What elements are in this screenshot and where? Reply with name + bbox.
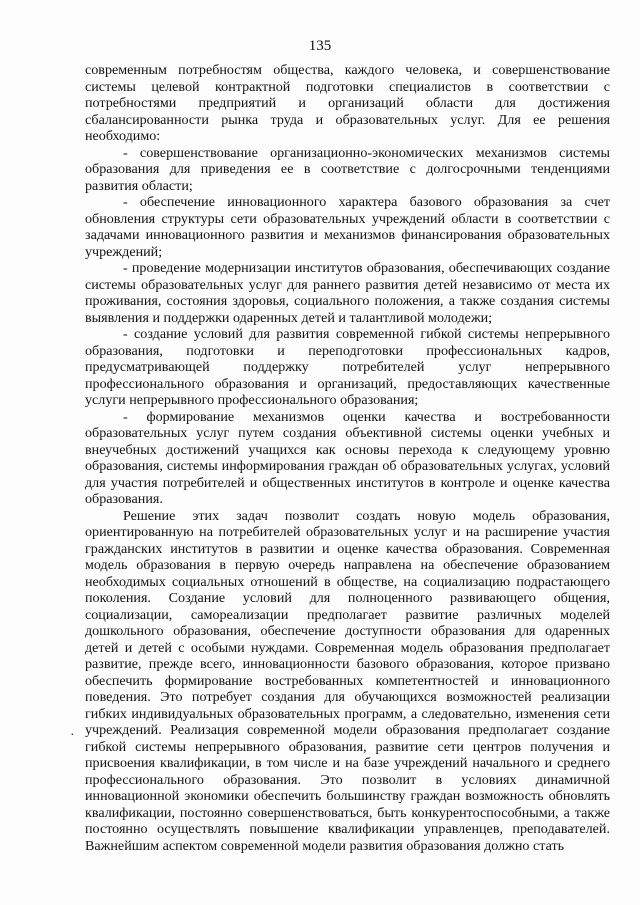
paragraph: Решение этих задач позволит создать новую модель образования, ориентированную на потребителей образовательных услуг и на расширение участия гражданских институтов в развитии и оценке качества образования. Современная модель образования в первую очередь направлена на обеспечение образованием необходимых социальных отношений в обществе, на социализацию подрастающего поколения. Создание условий для полноценного развивающего общения, социализации, самореализации предполагает развитие различных моделей дошкольного образования, обеспечение доступности образования для одаренных детей и детей с особыми нуждами. Современная модель образования предполагает развитие, прежде всего, инновационности базового образования, которое призвано обеспечить формирование востребованных компетентностей и инновационного поведения. Это потребует создания для обучающихся возможностей реализации гибких индивидуальных образовательных программ, а следовательно, изменения сети учреждений. Реализация современной модели образования предполагает создание гибкой системы непрерывного образования, развитие сети центров получения и присвоения квалификации, в том числе и на базе учреждений начального и среднего профессионального образования. Это позволит в условиях динамичной инновационной экономики обеспечить большинству граждан возможность обновлять квалификации, постоянно совершенствоваться, быть конкурентоспособными, а также постоянно осуществлять повышение квалификации управленцев, преподавателей. Важнейшим аспектом современной модели развития образования должно стать <box>85 507 610 854</box>
page-number: 135 <box>308 38 332 54</box>
margin-mark: · <box>70 728 75 743</box>
paragraph: - совершенствование организационно-экономических механизмов системы образования для приведения ее в соответствие с долгосрочными тенденциями развития области; <box>85 144 610 194</box>
body-text <box>85 62 610 854</box>
paragraph: - проведение модернизации институтов образования, обеспечивающих создание системы образовательных услуг для раннего развития детей независимо от места их проживания, состояния здоровья, социального положения, а также создания системы выявления и поддержки одаренных детей и талантливой молодежи; <box>85 260 610 326</box>
paragraph: - обеспечение инновационного характера базового образования за счет обновления структуры сети образовательных учреждений области в соответствии с задачами инновационного развития и механизмов финансирования образовательных учреждений; <box>85 194 610 260</box>
paragraph: - создание условий для развития современной гибкой системы непрерывного образования, подготовки и переподготовки профессиональных кадров, предусматривающей поддержку потребителей услуг непрерывного профессионального образования и организаций, предоставляющих качественные услуги непрерывного профессионального образования; <box>85 326 610 408</box>
paragraph: - формирование механизмов оценки качества и востребованности образовательных услуг путем создания объективной системы оценки учебных и внеучебных достижений учащихся как основы перехода к следующему уровню образования, системы информирования граждан об образовательных услугах, условий для участия потребителей и общественных институтов в контроле и оценке качества образования. <box>85 408 610 507</box>
paragraph: современным потребностям общества, каждого человека, и совершенствование системы целевой контрактной подготовки специалистов в соответствии с потребностями предприятий и организаций области для достижения сбалансированности рынка труда и образовательных услуг. Для ее решения необходимо: <box>85 62 610 144</box>
